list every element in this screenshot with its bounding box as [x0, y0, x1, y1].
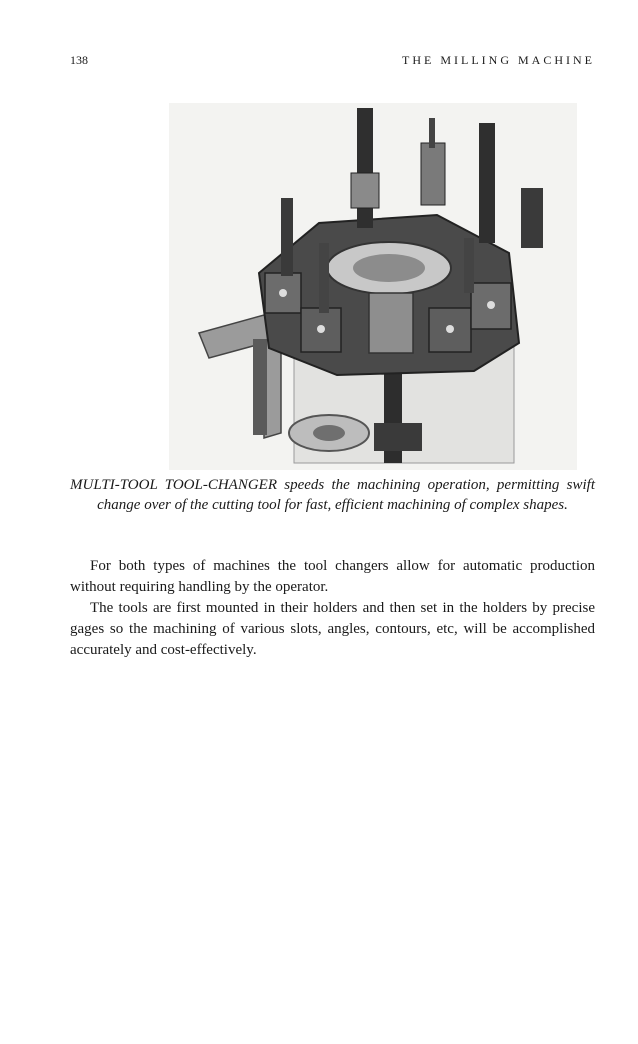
- caption-lead: MULTI-TOOL TOOL-CHANGER: [70, 477, 277, 493]
- bolt: [279, 289, 287, 297]
- page-header: [70, 53, 595, 71]
- cutting-tool-6: [319, 243, 329, 313]
- bracket-post: [253, 339, 267, 435]
- base-ring-hole: [313, 425, 345, 441]
- bolt: [446, 325, 454, 333]
- figure-caption: [70, 475, 595, 515]
- caption-text: speeds the machining operation, permitting swift change over of the cutting tool for fast, efficient machining of complex shapes.: [97, 477, 595, 513]
- tool-changer-photo: [169, 103, 577, 470]
- cutting-tool-7: [464, 238, 474, 293]
- turret-front-block: [369, 293, 413, 353]
- lower-block: [374, 423, 422, 451]
- paragraph: For both types of machines the tool changers allow for automatic production without requiring handling by the operator.: [70, 558, 595, 595]
- bolt: [487, 301, 495, 309]
- page-number: 138: [70, 53, 88, 67]
- tool-holder-collar-2: [351, 173, 379, 208]
- running-head: THE MILLING MACHINE: [402, 53, 595, 67]
- cutting-tool-3-chuck: [421, 143, 445, 205]
- paragraph: The tools are first mounted in their holders and then set in the holders by precise gages so the machining of various slots, angles, contours, etc, will be accomplished accurately and cost-effectively.: [70, 600, 595, 658]
- cutting-tool-1: [281, 198, 293, 276]
- cutting-tool-4: [479, 123, 495, 243]
- cutting-tool-5: [521, 188, 543, 248]
- cutting-tool-3-bit: [429, 118, 435, 148]
- bolt: [317, 325, 325, 333]
- body-text: [70, 556, 595, 661]
- turret-hub: [353, 254, 425, 282]
- tool-changer-illustration: [169, 103, 577, 470]
- cutting-tool-2: [357, 108, 373, 228]
